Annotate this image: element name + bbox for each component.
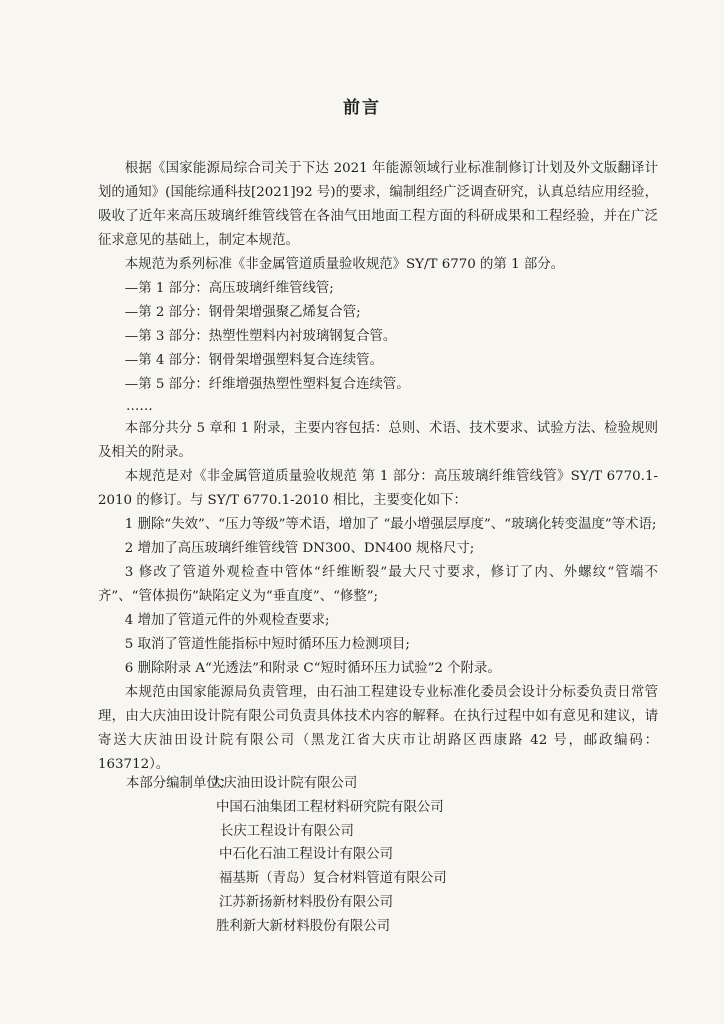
unit-name: 福基斯（青岛）复合材料管道有限公司 <box>219 871 447 887</box>
unit-row <box>98 915 658 939</box>
unit-name: 胜利新大新材料股份有限公司 <box>216 918 391 934</box>
drafting-units <box>98 772 658 939</box>
parts-list <box>98 277 658 417</box>
list-item: 2 增加了高压玻璃纤维管线管 DN300、DN400 规格尺寸; <box>124 541 475 556</box>
list-item: 5 取消了管道性能指标中短时循环压力检测项目; <box>124 637 410 652</box>
intro-paragraph: 根据《国家能源局综合司关于下达 2021 年能源领域行业标准制修订计划及外文版翻译计划的通知》(国能综通科技[2021]92 号)的要求，编制组经广泛调查研究，认真总结应用经验，吸收了近年来高压玻璃纤维管线管在各油气田地面工程方面的科研成果和工程经验，并在广泛征求意见的基础上，制定本规范。 <box>98 161 658 248</box>
unit-row <box>98 843 658 867</box>
foreword-body <box>98 157 658 777</box>
list-item: —第 4 部分：钢骨架增强塑料复合连续管。 <box>124 353 383 368</box>
changes-list <box>98 513 658 681</box>
unit-name: 中国石油集团工程材料研究院有限公司 <box>216 799 444 815</box>
list-item: —第 5 部分：纤维增强热塑性塑料复合连续管。 <box>124 377 410 392</box>
unit-name: 中石化石油工程设计有限公司 <box>219 847 394 863</box>
unit-row <box>98 867 658 891</box>
series-paragraph: 本规范为系列标准《非金属管道质量验收规范》SY/T 6770 的第 1 部分。 <box>124 257 565 272</box>
list-item: —第 1 部分：高压玻璃纤维管线管; <box>124 281 334 296</box>
unit-name: 江苏新扬新材料股份有限公司 <box>219 894 394 910</box>
unit-name: 长庆工程设计有限公司 <box>220 823 354 839</box>
ellipsis: …… <box>126 399 153 414</box>
list-item: 1 删除“失效”、“压力等级”等术语，增加了 “最小增强层厚度”、“玻璃化转变温度”等术语; <box>124 517 657 532</box>
list-item: 6 删除附录 A“光透法”和附录 C“短时循环压力试验”2 个附录。 <box>124 661 501 676</box>
units-first-row <box>98 772 658 796</box>
units-label: 本部分编制单位： <box>126 776 234 791</box>
list-item: —第 3 部分：热塑性塑料内衬玻璃钢复合管。 <box>124 329 397 344</box>
list-item: 3 修改了管道外观检查中管体“纤维断裂”最大尺寸要求，修订了内、外螺纹“管端不齐”、“管体损伤”缺陷定义为“垂直度”、“修整”; <box>98 565 658 604</box>
revision-paragraph: 本规范是对《非金属管道质量验收规范 第 1 部分：高压玻璃纤维管线管》SY/T 6770.1-2010 的修订。与 SY/T 6770.1-2010 相比，主要变化如下： <box>98 469 658 508</box>
unit-row <box>98 820 658 844</box>
summary-paragraph: 本部分共分 5 章和 1 附录，主要内容包括：总则、术语、技术要求、试验方法、检验规则及相关的附录。 <box>98 421 658 460</box>
list-item: 4 增加了管道元件的外观检查要求; <box>124 613 330 628</box>
unit-row <box>98 891 658 915</box>
management-paragraph: 本规范由国家能源局负责管理，由石油工程建设专业标准化委员会设计分标委负责日常管理，由大庆油田设计院有限公司负责具体技术内容的解释。在执行过程中如有意见和建议，请寄送大庆油田设计院有限公司（黑龙江省大庆市让胡路区西康路 42 号，邮政编码：163712）。 <box>98 685 658 772</box>
unit-row <box>98 796 658 820</box>
unit-name: 大庆油田设计院有限公司 <box>210 776 358 791</box>
page-title: 前言 <box>343 98 381 118</box>
list-item: —第 2 部分：钢骨架增强聚乙烯复合管; <box>124 305 361 320</box>
